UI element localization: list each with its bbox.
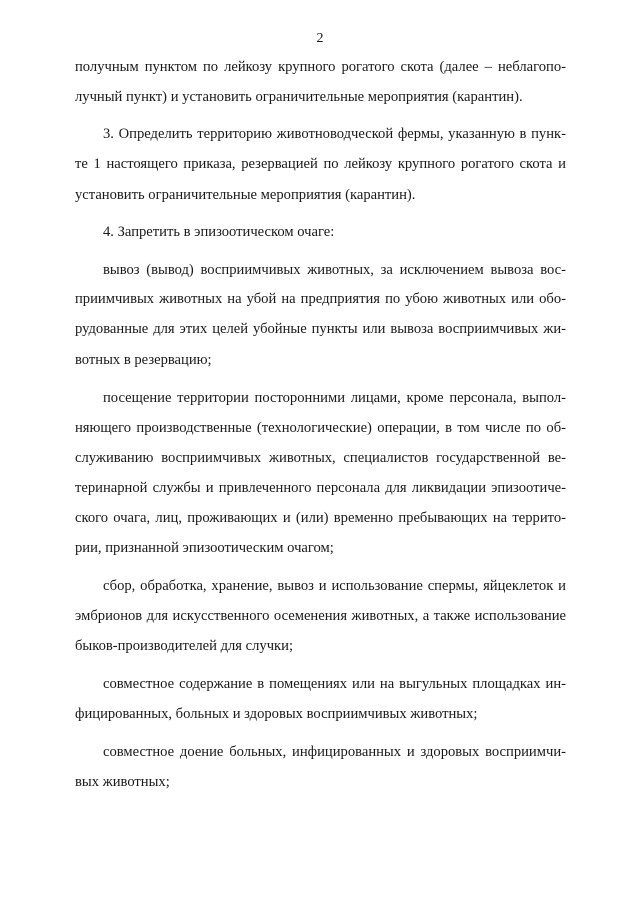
text-line: рии, признанной эпизоотическим очагом; [75, 540, 334, 556]
text-line: няющего производственные (технологические) операции, в том числе по об- [75, 420, 566, 436]
text-line: лучный пункт) и установить ограничительные мероприятия (карантин). [75, 89, 523, 105]
text-line: ского очага, лиц, проживающих и (или) временно пребывающих на террито- [75, 510, 566, 526]
text-line: совместное содержание в помещениях или на выгульных площадках ин- [103, 676, 566, 692]
text-line: быков-производителей для случки; [75, 638, 294, 654]
text-line: эмбрионов для искусственного осеменения животных, а также использование [75, 608, 566, 624]
text-line: фицированных, больных и здоровых восприимчивых животных; [75, 706, 478, 722]
page-number: 2 [316, 31, 324, 46]
text-line: вывоз (вывод) восприимчивых животных, за исключением вывоза вос- [103, 262, 566, 278]
text-line: сбор, обработка, хранение, вывоз и использование спермы, яйцеклеток и [103, 578, 566, 594]
text-line: вых животных; [75, 774, 170, 790]
text-line: служиванию восприимчивых животных, специалистов государственной ве- [75, 450, 566, 466]
text-line: вотных в резервацию; [75, 352, 212, 368]
text-line: совместное доение больных, инфицированных и здоровых восприимчи- [103, 744, 566, 760]
text-line: получным пунктом по лейкозу крупного рогатого скота (далее – неблагопо- [75, 59, 566, 75]
text-line: посещение территории посторонними лицами, кроме персонала, выпол- [103, 390, 566, 406]
text-line: теринарной службы и привлеченного персонала для ликвидации эпизоотиче- [75, 480, 566, 496]
text-line: установить ограничительные мероприятия (карантин). [75, 187, 416, 203]
text-line: приимчивых животных на убой на предприятия по убою животных или обо- [75, 291, 566, 307]
text-line: рудованные для этих целей убойные пункты или вывоза восприимчивых жи- [75, 321, 566, 337]
text-line: те 1 настоящего приказа, резервацией по лейкозу крупного рогатого скота и [75, 156, 566, 172]
text-line: 4. Запретить в эпизоотическом очаге: [103, 224, 335, 240]
text-line: 3. Определить территорию животноводческой фермы, указанную в пунк- [103, 126, 566, 142]
